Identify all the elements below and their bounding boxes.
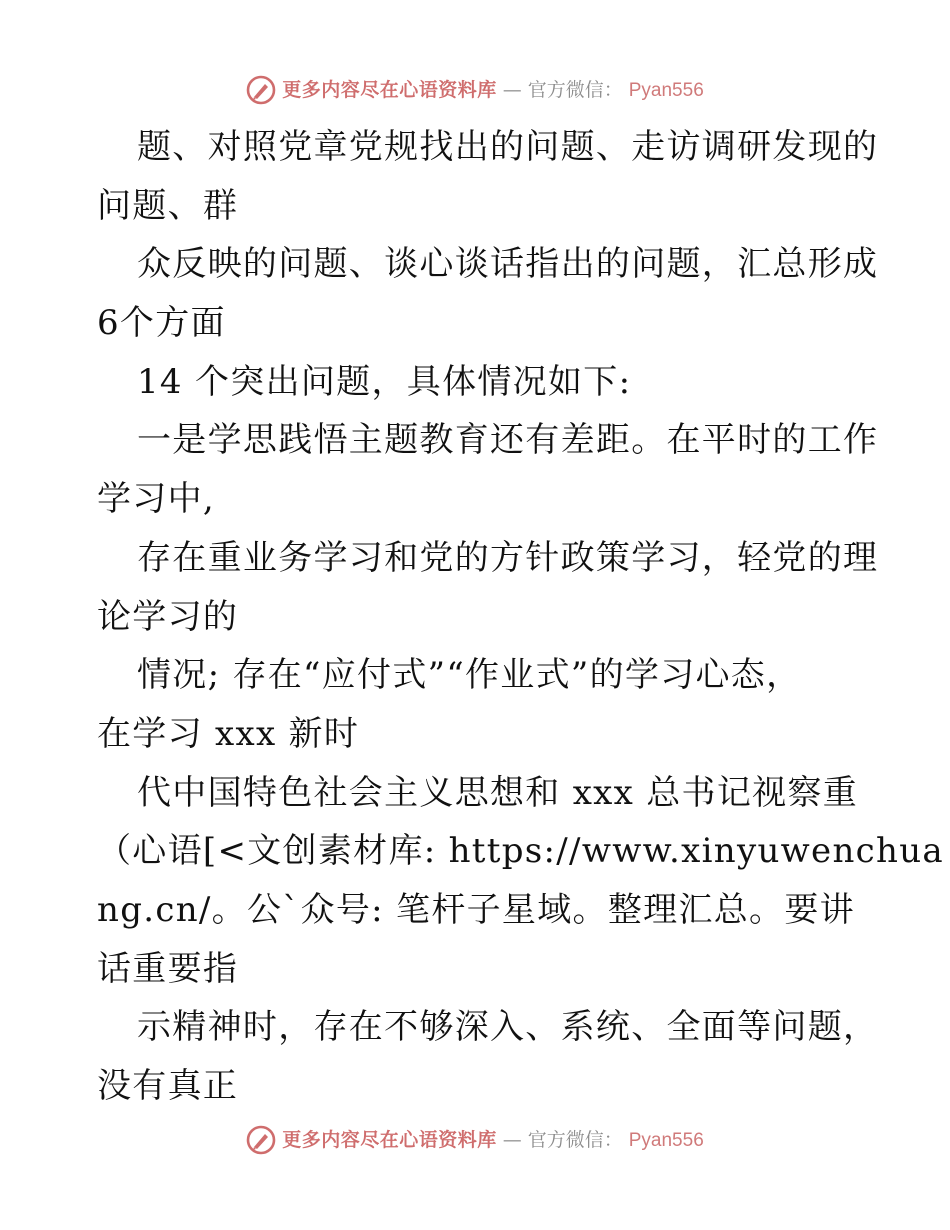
text-line: 没有真正 — [97, 1066, 239, 1106]
text-line: 学习中, — [97, 479, 216, 520]
watermark-label: 官方微信： — [527, 78, 623, 101]
watermark-dash: — — [502, 78, 522, 101]
watermark-label: 官方微信： — [527, 1128, 623, 1151]
text-line: 众反映的问题、谈心谈话指出的问题，汇总形成 — [137, 244, 879, 285]
text-line: 问题、群 — [97, 185, 239, 226]
pen-logo-icon — [246, 1125, 276, 1155]
footer-watermark — [0, 1120, 950, 1160]
pen-logo-icon — [246, 75, 276, 105]
text-line: 话重要指 — [97, 948, 239, 989]
text-line: 一是学思践悟主题教育还有差距。在平时的工作 — [137, 420, 879, 461]
text-line: 论学习的 — [97, 596, 239, 637]
watermark-dash: — — [502, 1128, 522, 1151]
text-line: 6个方面 — [97, 303, 226, 344]
header-watermark — [0, 70, 950, 110]
text-line: （心语[<文创素材库: https://www.xinyuwenchua — [97, 831, 944, 872]
text-line: ng.cn/。公`众号: 笔杆子星域。整理汇总。要讲 — [97, 889, 855, 930]
watermark-main-text: 更多内容尽在心语资料库 — [282, 78, 497, 101]
watermark-wechat-id: Pyan556 — [628, 79, 704, 101]
text-line: 情况; 存在“应付式”“作业式”的学习心态， — [137, 655, 802, 696]
text-line: 存在重业务学习和党的方针政策学习，轻党的理 — [137, 537, 879, 578]
text-line: 题、对照党章党规找出的问题、走访调研发现的 — [137, 127, 879, 167]
text-line: 示精神时，存在不够深入、系统、全面等问题， — [137, 1007, 879, 1048]
watermark-main-text: 更多内容尽在心语资料库 — [282, 1128, 497, 1151]
watermark-wechat-id: Pyan556 — [628, 1129, 704, 1151]
text-line: 14 个突出问题，具体情况如下: — [137, 361, 632, 402]
text-line: 代中国特色社会主义思想和 xxx 总书记视察重 — [137, 772, 859, 813]
document-body — [97, 118, 944, 1116]
text-line: 在学习 xxx 新时 — [97, 713, 360, 754]
